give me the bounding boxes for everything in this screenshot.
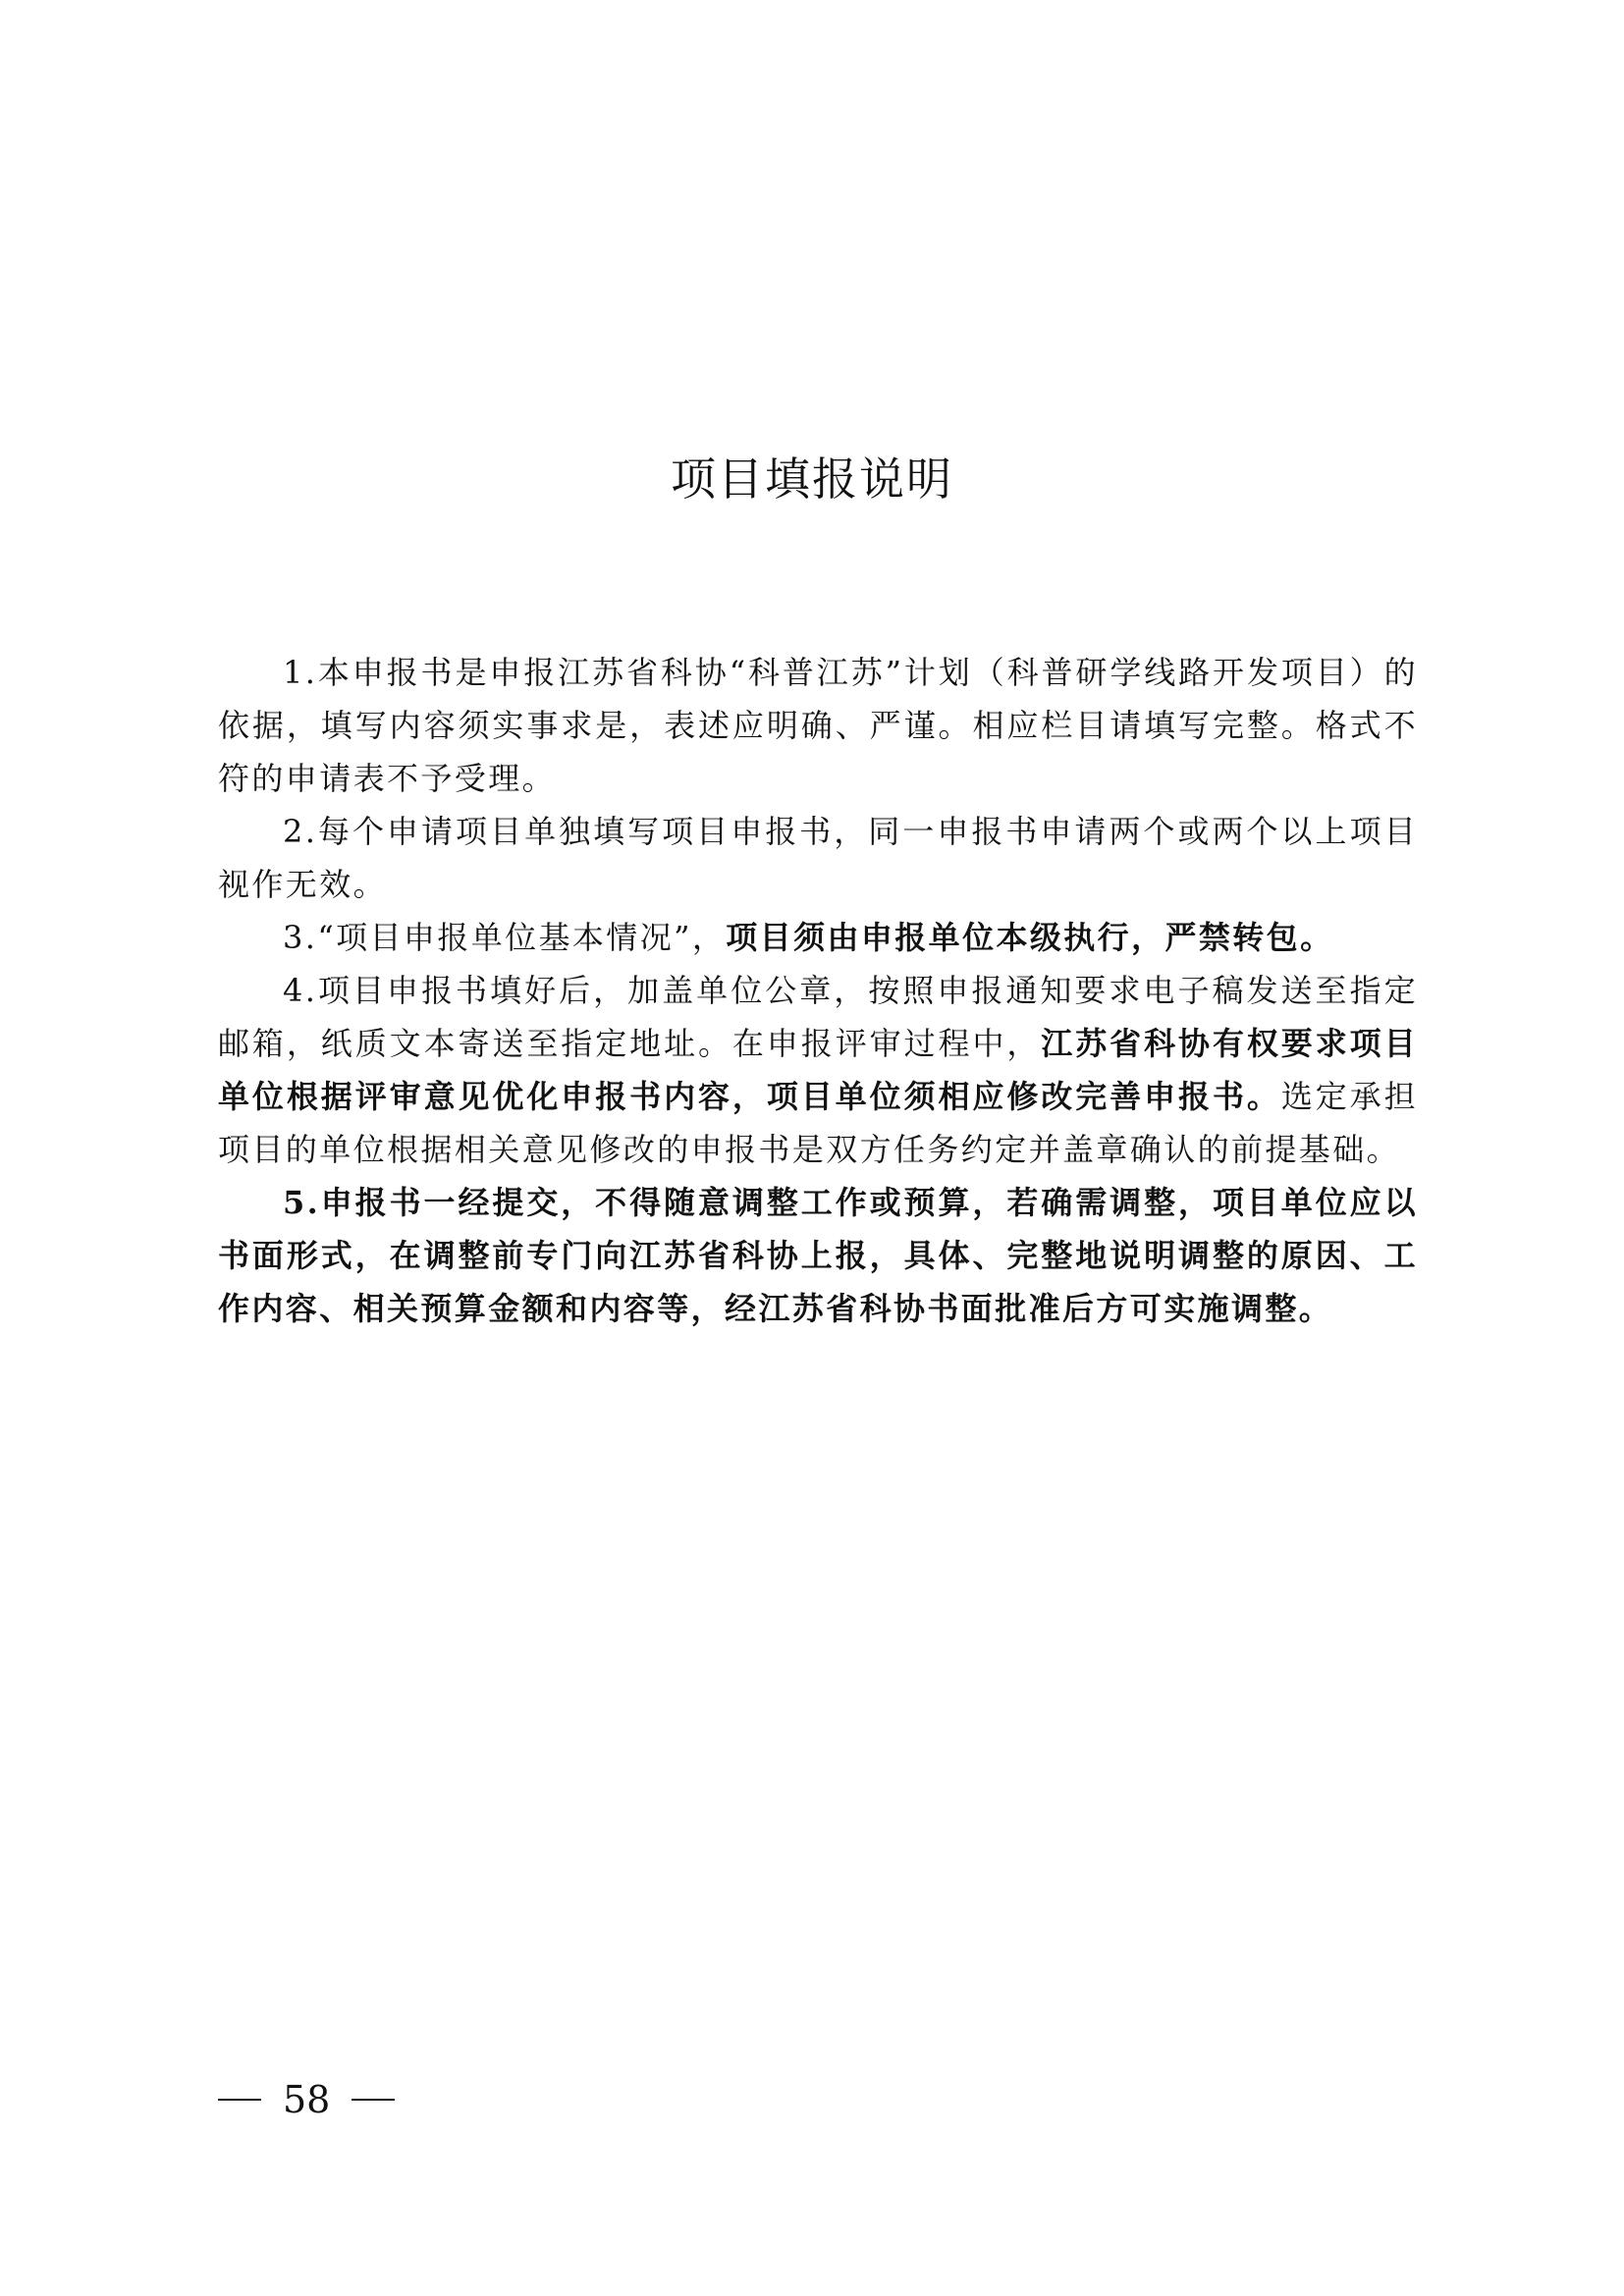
page-title: 项目填报说明 <box>671 453 953 506</box>
footer-dash-right <box>352 2099 395 2101</box>
page-footer <box>218 2071 395 2124</box>
paragraph-emphasis: 江苏省科协有权要求项目单位根据评审意见优化申报书内容，项目单位须相应修改完善申报书。 <box>218 1025 1418 1115</box>
paragraph-text: 3.“项目申报单位基本情况”， <box>283 919 727 956</box>
paragraph-text: 1.本申报书是申报江苏省科协“科普江苏”计划（科普研学线路开发项目）的依据，填写内容须实事求是，表述应明确、严谨。相应栏目请填写完整。格式不符的申请表不予受理。 <box>218 654 1418 797</box>
footer-dash-left <box>218 2099 261 2101</box>
paragraph-emphasis: 项目须由申报单位本级执行，严禁转包。 <box>726 919 1334 956</box>
instruction-paragraph-4 <box>218 964 1418 1176</box>
page-number: 58 <box>283 2077 331 2121</box>
instruction-paragraph-1 <box>218 646 1418 805</box>
paragraph-text: 选定承担项目的单位根据相关意见修改的申报书是双方任务约定并盖章确认的前提基础。 <box>218 1078 1418 1168</box>
instructions-body <box>218 646 1418 1335</box>
instruction-paragraph-3 <box>218 911 1418 964</box>
instruction-paragraph-5 <box>218 1176 1418 1335</box>
paragraph-emphasis: 5.申报书一经提交，不得随意调整工作或预算，若确需调整，项目单位应以书面形式，在调整前专门向江苏省科协上报，具体、完整地说明调整的原因、工作内容、相关预算金额和内容等，经江苏省科协书面批准后方可实施调整。 <box>218 1184 1418 1327</box>
instruction-paragraph-2 <box>218 805 1418 911</box>
paragraph-text: 4.项目申报书填好后，加盖单位公章，按照申报通知要求电子稿发送至指定邮箱，纸质文本寄送至指定地址。在申报评审过程中， <box>218 972 1418 1062</box>
paragraph-text: 2.每个申请项目单独填写项目申报书，同一申报书申请两个或两个以上项目视作无效。 <box>218 813 1418 903</box>
